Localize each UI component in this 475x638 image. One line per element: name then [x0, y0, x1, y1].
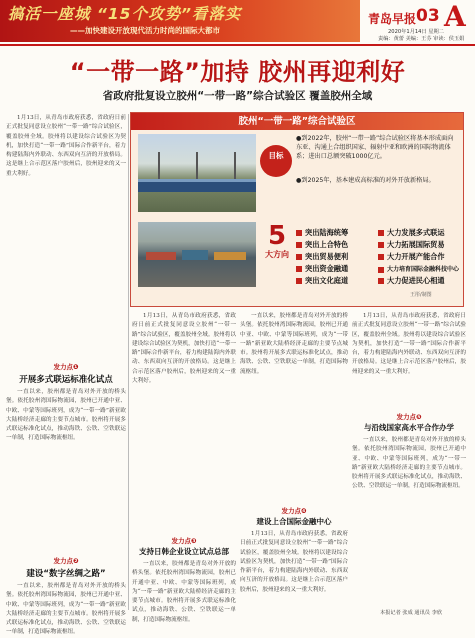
task-right-4: 大力培育国际金融科技中心: [378, 264, 459, 273]
section3-title: 支持日韩企业设立试点总部: [139, 547, 229, 556]
section4-title: 建设上合国际金融中心: [256, 517, 332, 526]
banner-title: 搞活一座城 “15个攻势”看落实: [8, 5, 242, 23]
column-rule: [128, 114, 129, 610]
column2-body: 1月13日，从青岛市政府获悉，省政府日前正式批复同意设立胶州“一带一路”综合试验区，覆盖胶州全域。胶州将以建设综合试验区为契机，加快打造“一带一路”国际合作新平台，着力构建陆海内外联动、东西双向互济的开放格局。这是继上合示范区落户胶州后，胶州迎来的又一重大利好。: [132, 313, 236, 385]
section5-label: 发力点❺: [396, 413, 422, 421]
lead-paragraph: 1月13日，从青岛市政府获悉，省政府日前正式批复同意设立胶州“一带一路”综合试验区，覆盖胶州全域。胶州将以建设综合试验区为契机，加快打造“一带一路”国际合作新平台，着力构建陆海内外联动、东西双向互济的开放格局。这是继上合示范区落户胶州后，胶州迎来的又一重大利好。: [6, 115, 126, 177]
page-number: 03: [416, 6, 440, 26]
goal-point-1: ●到2022年，胶州“一带一路”综合试验区将基本形成面向东亚、沟通上合组织国家、辐射中亚和欧洲的国际物流体系；进出口总额突破1000亿元。: [296, 135, 454, 160]
task-right-3: 大力开展产能合作: [378, 252, 445, 262]
section1-body: 一直以来，胶州都是青岛对外开放的桥头堡。依托胶州湾国际物流园，胶州已开通中亚、中欧、中蒙等国际班列，成为“一带一路”新亚欧大陆桥经济走廊的主要节点城市。胶州将开展多式联运标准化试点，推动海铁、公铁、空铁联运一单制，打造国际物流枢纽。: [6, 389, 126, 442]
task-item-5: 突出文化庭道: [296, 276, 348, 286]
infographic-title: 胶州“一带一路”综合试验区: [131, 113, 463, 130]
task-item-1: 突出陆海统筹: [296, 228, 348, 238]
task-item-4: 突出资金融通: [296, 264, 348, 274]
task-right-5: 大力促进民心相通: [378, 276, 445, 286]
main-headline: “一带一路”加持 胶州再迎利好: [69, 58, 406, 86]
section5-title: 与沿线国家高水平合作办学: [364, 423, 454, 432]
train-photo: [138, 134, 256, 212]
task-right-2: 大力拓展国际贸易: [378, 240, 445, 250]
section1-title: 开展多式联运标准化试点: [19, 375, 113, 385]
column4-body: 1月13日，从青岛市政府获悉，省政府日前正式批复同意设立胶州“一带一路”综合试验区，覆盖胶州全域。胶州将以建设综合试验区为契机，加快打造“一带一路”国际合作新平台，着力构建陆海内外联动、东西双向互济的开放格局。这是继上合示范区落户胶州后，胶州迎来的又一重大利好。: [352, 313, 466, 375]
section4-body: 1月13日，从青岛市政府获悉，省政府日前正式批复同意设立胶州“一带一路”综合试验区，覆盖胶州全域。胶州将以建设综合试验区为契机，加快打造“一带一路”国际合作新平台，着力构建陆海内外联动、东西双向互济的开放格局。这是继上合示范区落户胶州后，胶州迎来的又一重大利好。: [240, 531, 348, 593]
task-item-3: 突出贸易便利: [296, 252, 348, 262]
newspaper-logo: 青岛早报: [368, 12, 417, 26]
section3-body: 一直以来，胶州都是青岛对外开放的桥头堡。依托胶州湾国际物流园，胶州已开通中亚、中欧、中蒙等国际班列，成为“一带一路”新亚欧大陆桥经济走廊的主要节点城市。胶州将开展多式联运标准化试点，推动海铁、公铁、空铁联运一单制，打造国际物流枢纽。: [132, 561, 236, 623]
goal-point-2: ●到2025年，基本建成高标准的对外开放新格局。: [296, 177, 435, 184]
section1-label: 发力点❶: [53, 363, 79, 371]
column3-body: 一直以来，胶州都是青岛对外开放的桥头堡。依托胶州湾国际物流园，胶州已开通中亚、中欧、中蒙等国际班列，成为“一带一路”新亚欧大陆桥经济走廊的主要节点城市。胶州将开展多式联运标准化试点，推动海铁、公铁、空铁联运一单制，打造国际物流枢纽。: [240, 313, 348, 375]
goal-badge: 目标: [260, 145, 292, 177]
section4-label: 发力点❹: [281, 507, 307, 515]
editor-line: 责编：黄蕾 美编：王芬 审读：侯玉娟: [378, 36, 465, 42]
task-right-1: 大力发展多式联运: [378, 228, 445, 238]
five-directions-badge: 5 大方向: [265, 221, 289, 259]
reporter-byline: 本报记者 张成 通讯员 李欣: [380, 610, 443, 616]
banner-subtitle: ——加快建设开放现代活力时尚的国际大都市: [70, 26, 220, 35]
page-letter: A: [444, 0, 466, 33]
section3-label: 发力点❸: [171, 537, 197, 545]
port-photo: [138, 222, 256, 287]
section2-label: 发力点❷: [53, 557, 79, 565]
section2-title: 建设“数字丝绸之路”: [26, 569, 106, 579]
header-divider: [0, 44, 475, 46]
date-line: 2020年1月14日 星期二: [388, 29, 444, 35]
graphic-credit: 王彤/制图: [410, 292, 432, 298]
section5-body: 一直以来，胶州都是青岛对外开放的桥头堡。依托胶州湾国际物流园，胶州已开通中亚、中欧、中蒙等国际班列，成为“一带一路”新亚欧大陆桥经济走廊的主要节点城市。胶州将开展多式联运标准化试点，推动海铁、公铁、空铁联运一单制，打造国际物流枢纽。: [352, 437, 466, 490]
sub-headline: 省政府批复设立胶州“一带一路”综合试验区 覆盖胶州全域: [102, 90, 373, 102]
section2-body: 一直以来，胶州都是青岛对外开放的桥头堡。依托胶州湾国际物流园，胶州已开通中亚、中欧、中蒙等国际班列，成为“一带一路”新亚欧大陆桥经济走廊的主要节点城市。胶州将开展多式联运标准化试点，推动海铁、公铁、空铁联运一单制，打造国际物流枢纽。: [6, 583, 126, 636]
task-item-2: 突出上合特色: [296, 240, 348, 250]
